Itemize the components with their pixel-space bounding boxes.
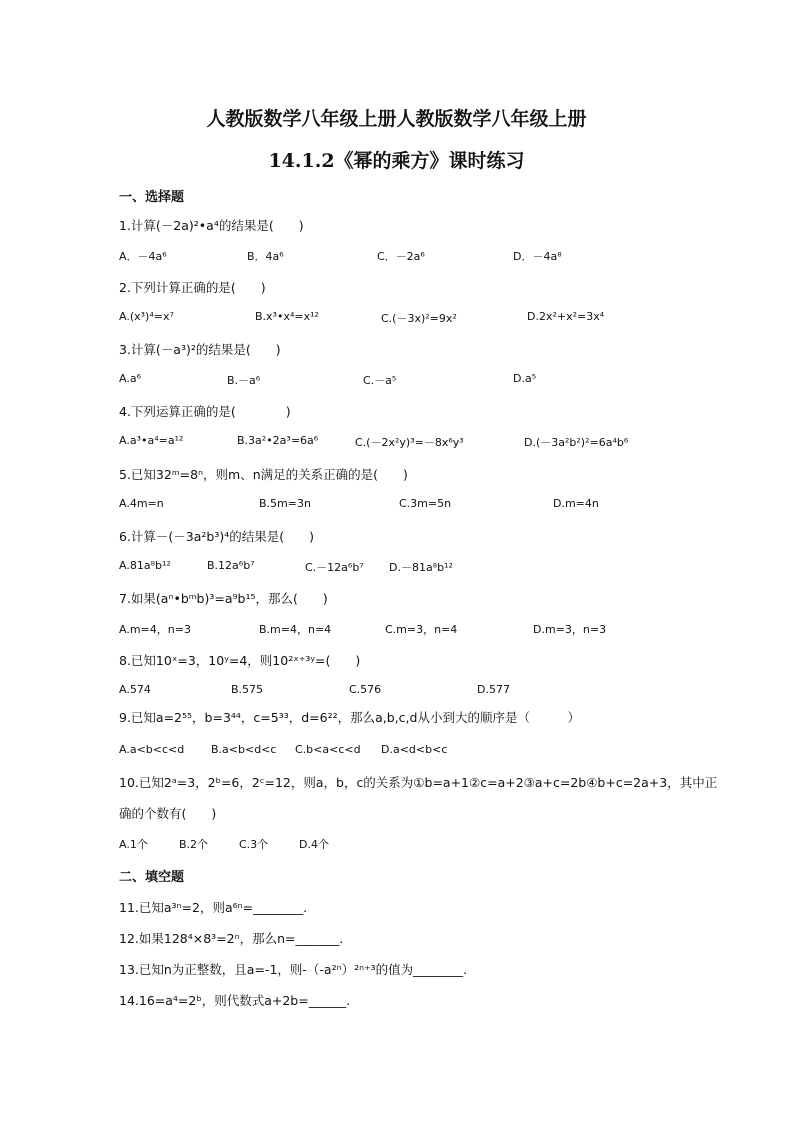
- option-c: C.(－2x²y)³=－8x⁶y³: [355, 436, 464, 449]
- title-line-2: 14.1.2《幂的乘方》课时练习: [268, 150, 525, 172]
- question-7: 7.如果(aⁿ•bᵐb)³=a⁹b¹⁵，那么( ): [119, 591, 328, 606]
- section-heading-fill: 二、填空题: [119, 870, 185, 885]
- question-8: 8.已知10ˣ=3，10ʸ=4，则10²ˣ⁺³ʸ=( ): [119, 653, 361, 668]
- question-4: 4.下列运算正确的是( ): [119, 404, 291, 419]
- option-d: D.a<d<b<c: [381, 743, 448, 756]
- option-a: A．－4a⁶: [119, 250, 167, 263]
- question-6: 6.计算－(－3a²b³)⁴的结果是( ): [119, 529, 315, 544]
- option-d: D.－81a⁸b¹²: [389, 561, 453, 574]
- option-c: C.b<a<c<d: [295, 743, 361, 756]
- option-d: D．－4a⁸: [513, 250, 562, 263]
- question-9: 9.已知a=2⁵⁵，b=3⁴⁴，c=5³³，d=6²²，那么a,b,c,d从小到大的顺序是（ ）: [119, 710, 580, 725]
- fill-question-13: 13.已知n为正整数，且a=-1，则-（-a²ⁿ）²ⁿ⁺³的值为________.: [119, 962, 468, 977]
- option-d: D.m=4n: [553, 497, 599, 510]
- option-b: B.m=4，n=4: [259, 623, 332, 636]
- section-heading-choice: 一、选择题: [119, 190, 185, 205]
- option-d: D.m=3，n=3: [533, 623, 607, 636]
- title-line-1: 人教版数学八年级上册人教版数学八年级上册: [206, 108, 587, 130]
- option-b: B.2个: [179, 838, 209, 851]
- question-10: 10.已知2ᵃ=3，2ᵇ=6，2ᶜ=12，则a，b，c的关系为①b=a+1②c=a+2③a+c=2b④b+c=2a+3，其中正: [119, 775, 718, 790]
- question-10-continued: 确的个数有( ): [119, 806, 217, 821]
- option-d: D.2x²+x²=3x⁴: [527, 310, 605, 323]
- option-d: D.4个: [299, 838, 329, 851]
- option-c: C.m=3，n=4: [385, 623, 458, 636]
- option-a: A.1个: [119, 838, 148, 851]
- option-d: D.(－3a²b²)²=6a⁴b⁶: [524, 436, 629, 449]
- option-c: C.576: [349, 683, 382, 696]
- option-b: B.3a²•2a³=6a⁶: [237, 434, 319, 447]
- option-c: C.3m=5n: [399, 497, 452, 510]
- option-a: A.a<b<c<d: [119, 743, 185, 756]
- option-c: C.－12a⁶b⁷: [305, 561, 364, 574]
- fill-question-12: 12.如果128⁴×8³=2ⁿ，那么n=_______.: [119, 931, 344, 946]
- question-5: 5.已知32ᵐ=8ⁿ，则m、n满足的关系正确的是( ): [119, 467, 408, 482]
- question-2: 2.下列计算正确的是( ): [119, 280, 266, 295]
- fill-question-14: 14.16=a⁴=2ᵇ，则代数式a+2b=______.: [119, 993, 351, 1008]
- question-3: 3.计算(－a³)²的结果是( ): [119, 342, 281, 357]
- option-a: A.m=4，n=3: [119, 623, 191, 636]
- option-a: A.a³•a⁴=a¹²: [119, 434, 184, 447]
- option-b: B.a<b<d<c: [211, 743, 277, 756]
- option-b: B.12a⁶b⁷: [207, 559, 255, 572]
- option-c: C．－2a⁶: [377, 250, 425, 263]
- option-c: C.(－3x)²=9x²: [381, 312, 457, 325]
- fill-question-11: 11.已知a³ⁿ=2，则a⁶ⁿ=________.: [119, 900, 308, 915]
- option-c: C.3个: [239, 838, 269, 851]
- option-c: C.－a⁵: [363, 374, 397, 387]
- option-d: D.577: [477, 683, 510, 696]
- option-b: B.5m=3n: [259, 497, 311, 510]
- option-a: A.(x³)⁴=x⁷: [119, 310, 174, 323]
- option-b: B．4a⁶: [247, 250, 284, 263]
- option-b: B.－a⁶: [227, 374, 261, 387]
- question-1: 1.计算(－2a)²•a⁴的结果是( ): [119, 218, 304, 233]
- option-a: A.81a⁸b¹²: [119, 559, 171, 572]
- option-a: A.574: [119, 683, 151, 696]
- option-a: A.4m=n: [119, 497, 164, 510]
- option-b: B.x³•x⁴=x¹²: [255, 310, 319, 323]
- option-d: D.a⁵: [513, 372, 537, 385]
- option-a: A.a⁶: [119, 372, 141, 385]
- option-b: B.575: [231, 683, 264, 696]
